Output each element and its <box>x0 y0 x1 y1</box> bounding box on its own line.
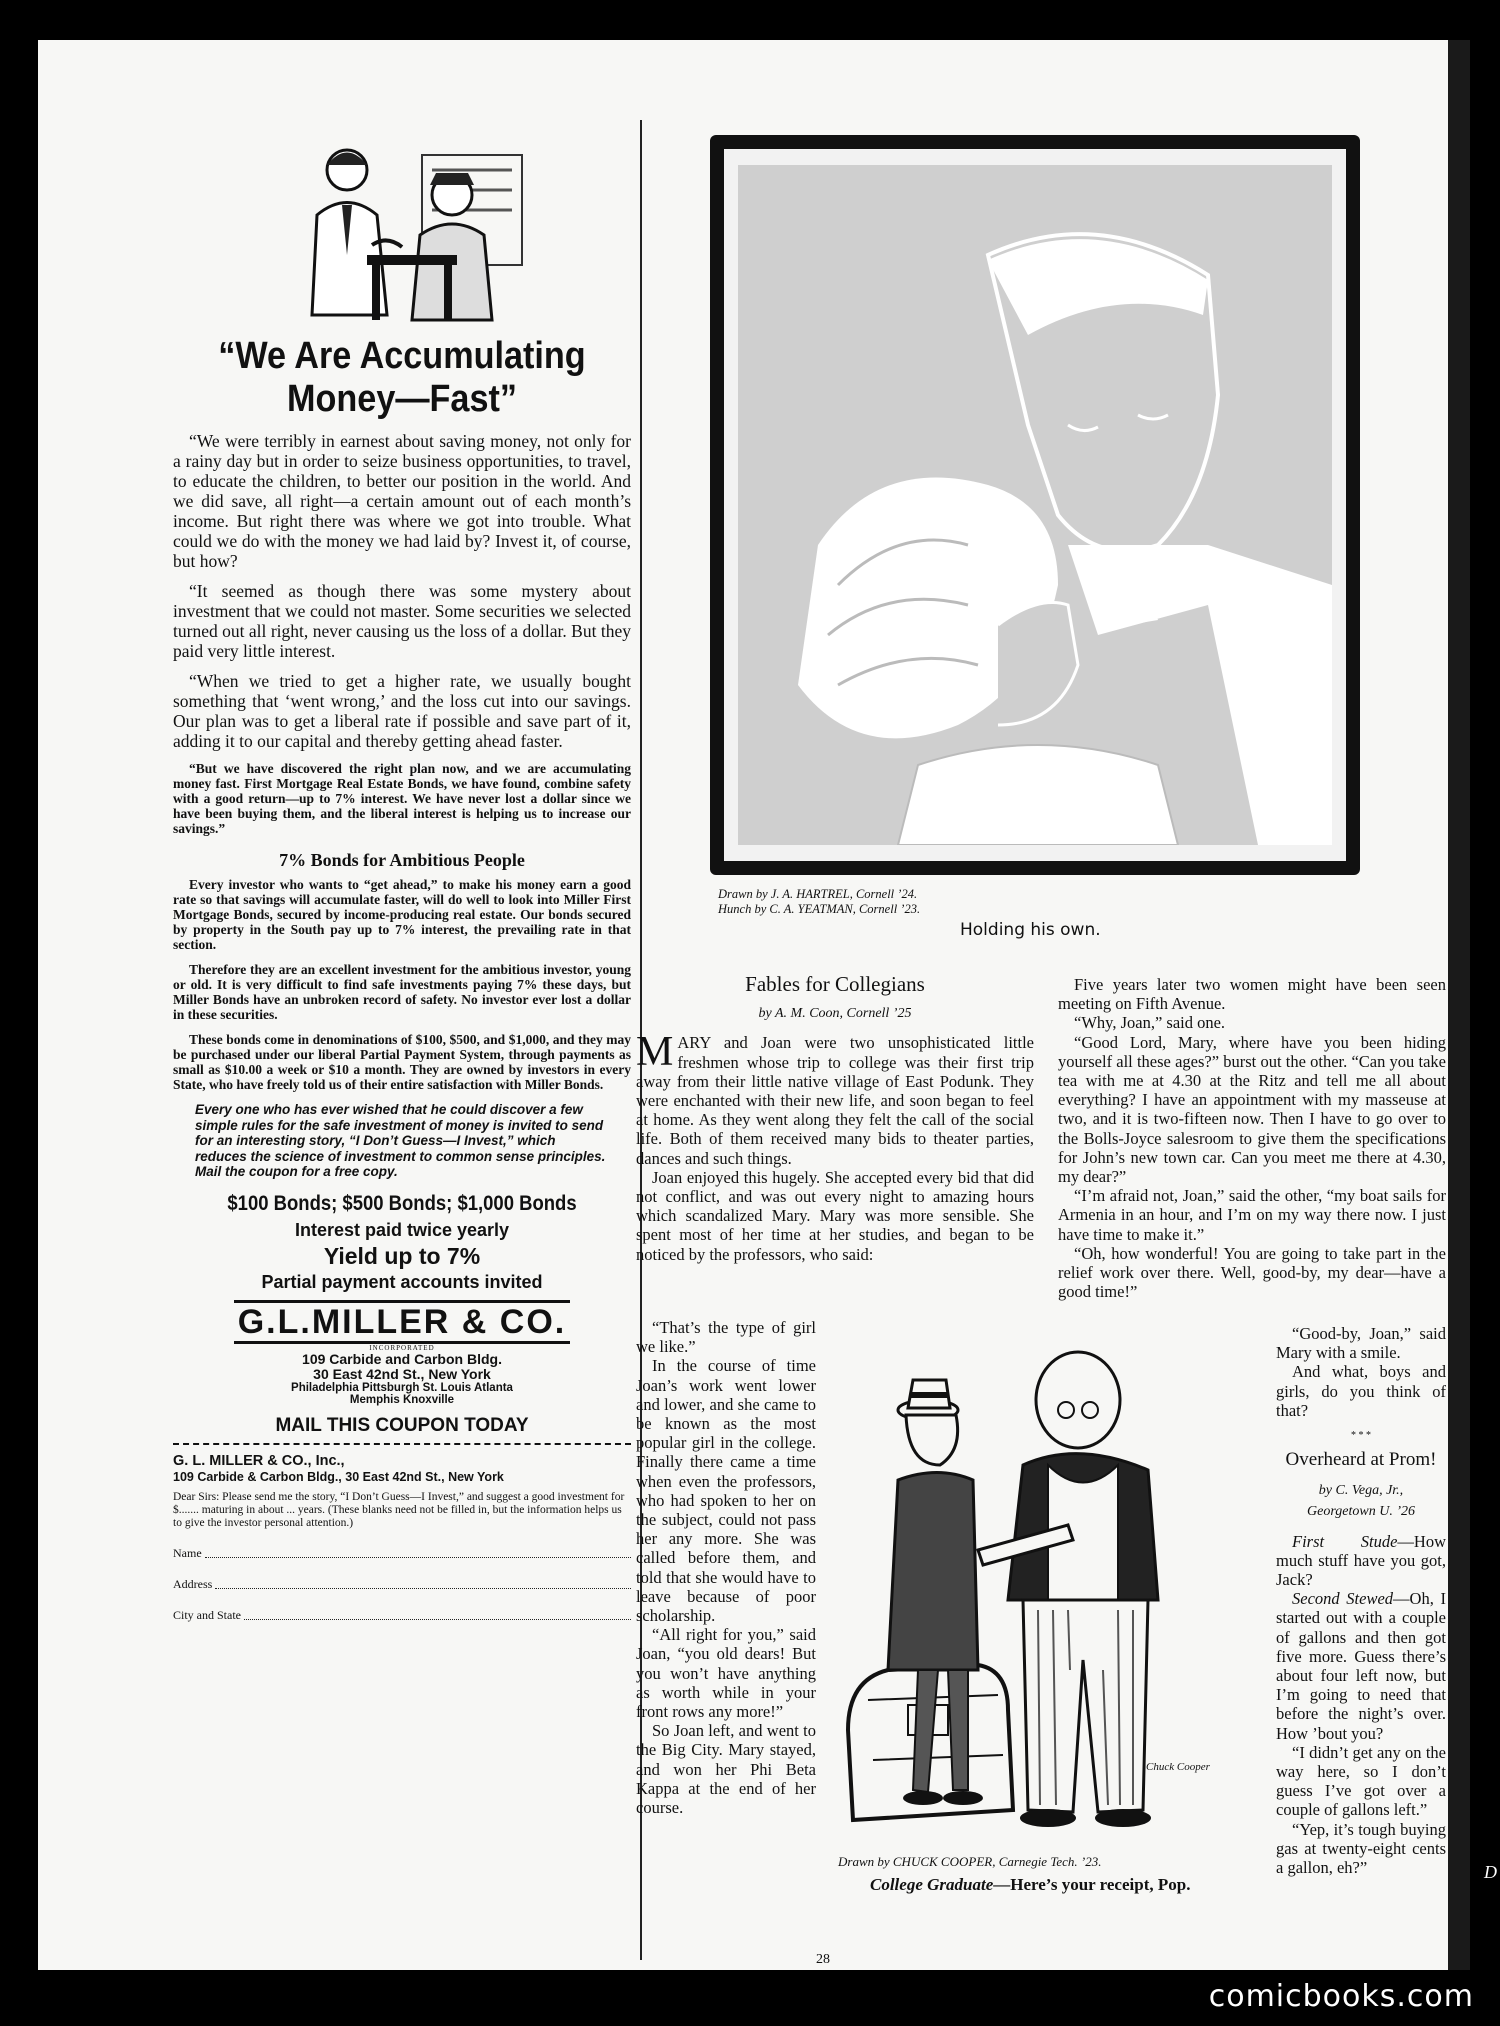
overheard-line-3: “I didn’t get any on the way here, so I don’t guess I’ve got over a couple of gallons left.” <box>1276 1742 1446 1820</box>
coupon-name-field[interactable] <box>173 1546 631 1561</box>
address-label: Address <box>173 1576 213 1591</box>
miller-logo-text: G.L.MILLER & CO. <box>234 1300 571 1344</box>
overheard-line-4: “Yep, it’s tough buying gas at twenty-eight cents a gallon, eh?” <box>1276 1819 1446 1878</box>
overheard-byline-1: by C. Vega, Jr., <box>1318 1483 1404 1499</box>
illustration-caption: Holding his own. <box>960 920 1101 940</box>
ad-body-paragraph-1: Every investor who wants to “get ahead,” to make his money earn a good rate so that savings will accumulate faster, will do well to look into Miller First Mortgage Bonds, secured by income-producing real estate. Our bonds secured by property in the South pay up to 7% interest, the prevailing rate in that section. <box>173 877 631 952</box>
fables-right-2: “Why, Joan,” said one. <box>1074 1013 1226 1033</box>
illustration-credit-2: Hunch by C. A. YEATMAN, Cornell ’23. <box>718 902 921 916</box>
coupon-address-field[interactable] <box>173 1577 631 1592</box>
city-label: City and State <box>173 1607 241 1622</box>
ad-offer-text: Every one who has ever wished that he could discover a few simple rules for the safe investment of money is invited to send for an interesting story, “I Don’t Guess—I Invest,” which reduces the science of investment to common sense principles. Mail the coupon for a free copy. <box>195 1102 606 1179</box>
overheard-line-1: First Stude—How much stuff have you got, Jack? <box>1276 1531 1446 1590</box>
edge-letter: D <box>1484 1862 1497 1882</box>
coupon-cut-line <box>173 1443 631 1445</box>
cartoon-caption-speaker: College Graduate <box>870 1875 994 1894</box>
logo-incorporated: INCORPORATED <box>369 1343 435 1352</box>
holding-his-own-drawing <box>738 165 1332 845</box>
artist-monogram: H <box>1276 795 1292 820</box>
fables-paragraph-6: So Joan left, and went to the Big City. Mary stayed, and won her Phi Beta Kappa at the end of her course. <box>636 1721 816 1818</box>
fables-right-1: Five years later two women might have been seen meeting on Fifth Avenue. <box>1058 975 1446 1014</box>
fables-byline: by A. M. Coon, Cornell ’25 <box>758 1006 912 1022</box>
fables-right-4: “I’m afraid not, Joan,” said the other, “my boat sails for Armenia in an hour, and I’m on my way there now. I just have time to make it.” <box>1058 1186 1446 1244</box>
fables-column-right <box>1058 975 1446 1301</box>
ad-small-paragraph: “But we have discovered the right plan now, and we are accumulating money fast. First Mortgage Real Estate Bonds, we have found, combine safety with a good return—up to 7% interest. We have never lost a dollar since we have been buying them, and the liberal interest is helping us to increase our savings.” <box>173 761 631 836</box>
illustration-frame <box>710 135 1360 875</box>
fables-column-narrow <box>636 1318 816 1817</box>
ad-paragraph-3: “When we tried to get a higher rate, we usually bought something that ‘went wrong,’ and the loss cut into our savings. Our plan was to get a liberal rate if possible and save part of it, adding it to our capital and thereby getting ahead faster. <box>173 671 631 751</box>
overheard-title: Overheard at Prom! <box>1285 1449 1437 1471</box>
ad-cities-2: Memphis Knoxville <box>349 1394 455 1406</box>
coupon-heading: MAIL THIS COUPON TODAY <box>275 1414 529 1436</box>
miller-bonds-ad <box>173 135 631 1623</box>
coupon-address: 109 Carbide & Carbon Bldg., 30 East 42nd St., New York <box>173 1469 504 1484</box>
magazine-page <box>38 40 1470 1970</box>
ad-paragraph-2: “It seemed as though there was some mystery about investment that we could not master. Some securities we selected turned out all right, never causing us the loss of a dollar. But they paid very little interest. <box>173 581 631 661</box>
fables-paragraph-1: MARY and Joan were two unsophisticated little freshmen whose trip to college was their first trip away from their little native village of East Podunk. They were enchanted with their new life, and soon began to feel at home. As they went along they felt the call of the social life. Both of them received many bids to theater parties, dances and such things. <box>636 1029 1034 1168</box>
ad-subhead: 7% Bonds for Ambitious People <box>279 850 525 870</box>
drop-cap: M <box>636 1029 674 1076</box>
fables-overheard-column <box>1276 1324 1446 1877</box>
fables-right-3: “Good Lord, Mary, where have you been hiding yourself all these ages?” burst out the other. “Can you take tea with me at 4.30 at the Ritz and tell me all about everything? I have an appointment with my masseuse at two, and it is two-fifteen now. Then I have to go over to the Bolls-Joyce salesroom to give them the specifications for John’s new town car. Can you meet me there at 4.30, my dear?” <box>1058 1032 1446 1187</box>
fables-paragraph-5: “All right for you,” said Joan, “you old dears! But you won’t have anything as worth while in your front rows any more!” <box>636 1625 816 1722</box>
illustration-credit-1: Drawn by J. A. HARTREL, Cornell ’24. <box>718 887 918 901</box>
fables-paragraph-3: “That’s the type of girl we like.” <box>636 1318 816 1357</box>
overheard-byline-2: Georgetown U. ’26 <box>1307 1504 1415 1520</box>
illustration-credits <box>718 887 920 917</box>
ad-yield-line: Yield up to 7% <box>323 1242 481 1269</box>
ad-address-2: 30 East 42nd St., New York <box>313 1365 491 1382</box>
coupon-company: G. L. MILLER & CO., Inc., <box>173 1452 345 1469</box>
ad-bond-denominations: $100 Bonds; $500 Bonds; $1,000 Bonds <box>227 1191 577 1215</box>
coupon-city-field[interactable] <box>173 1608 631 1623</box>
ad-cities-1: Philadelphia Pittsburgh St. Louis Atlanta <box>291 1381 513 1394</box>
page-gutter <box>1448 40 1470 1970</box>
couple-drawing <box>738 165 1332 845</box>
site-watermark[interactable]: comicbooks.com <box>1208 1979 1474 2014</box>
miller-logo <box>173 1303 631 1342</box>
page-number: 28 <box>816 1952 830 1967</box>
fables-right-6: “Good-by, Joan,” said Mary with a smile. <box>1276 1324 1446 1363</box>
cartoon-caption-text: —Here’s your receipt, Pop. <box>993 1875 1191 1894</box>
ad-body-paragraph-2: Therefore they are an excellent investment for the ambitious investor, young or old. It is very difficult to find safe investments paying 7% these days, but Miller Bonds have an unbroken record of safety. No investor ever lost a dollar in these securities. <box>173 962 631 1022</box>
ad-interest-line: Interest paid twice yearly <box>294 1219 510 1240</box>
coupon-text: Dear Sirs: Please send me the story, “I Don’t Guess—I Invest,” and suggest a good investment for $....... maturing in about ... years. (These blanks need not be filled in, but the information helps us to give the investor personal attention.) <box>173 1490 625 1529</box>
fables-paragraph-4: In the course of time Joan’s work went lower and lower, and she came to be known as the most popular girl in the college. Finally there came a time when even the professors, who had spoken to her on the subject, could not pass her any more. She was called before them, and told that she would have to leave because of poor scholarship. <box>636 1356 816 1626</box>
college-graduate-cartoon <box>828 1340 1228 1840</box>
cartoonist-signature: Chuck Cooper <box>1146 1761 1210 1773</box>
fables-title: Fables for Collegians <box>745 972 925 996</box>
cartoon-credit: Drawn by CHUCK COOPER, Carnegie Tech. ’23. <box>838 1854 1102 1869</box>
fables-paragraph-2: Joan enjoyed this hugely. She accepted every bid that did not conflict, and was out every night to amazing hours which scandalized Mary. Mary was more sensible. She spent most of her time at her studies, and began to be noticed by the professors, who said: <box>636 1167 1034 1264</box>
fables-right-7: And what, boys and girls, do you think of that? <box>1276 1362 1446 1420</box>
name-label: Name <box>173 1545 202 1560</box>
ad-address-1: 109 Carbide and Carbon Bldg. <box>302 1350 502 1367</box>
ad-paragraph-1: “We were terribly in earnest about saving money, not only for a rainy day but in order to seize business opportunities, to travel, to educate the children, to better our position in the world. And we did save, all right—a certain amount out of each month’s income. But right there was where we got into trouble. What could we do with the money we had laid by? Invest it, of course, but how? <box>173 431 631 571</box>
cartoon-caption <box>870 1875 1230 1894</box>
fables-right-5: “Oh, how wonderful! You are going to take part in the relief work over there. Well, good-by, my dear—have a good time!” <box>1058 1243 1446 1302</box>
section-stars: * * * <box>1351 1430 1371 1442</box>
ad-headline: “We Are Accumulating Money—Fast” <box>218 335 586 420</box>
fables-column-left <box>636 972 1034 1264</box>
overheard-line-2: Second Stewed—Oh, I started out with a couple of gallons and then got five more. Guess there’s about four left now, but I’m going to need that before the night’s over. How ’bout you? <box>1276 1589 1446 1743</box>
ad-illustration-two-men <box>272 135 532 325</box>
ad-partial-line: Partial payment accounts invited <box>261 1271 543 1292</box>
ad-body-paragraph-3: These bonds come in denominations of $100, $500, and $1,000, and they may be purchased under our liberal Partial Payment System, through payments as small as $10.00 a week or $10 a month. They are owned by investors in every State, who have freely told us of their entire satisfaction with Miller Bonds. <box>173 1032 631 1092</box>
